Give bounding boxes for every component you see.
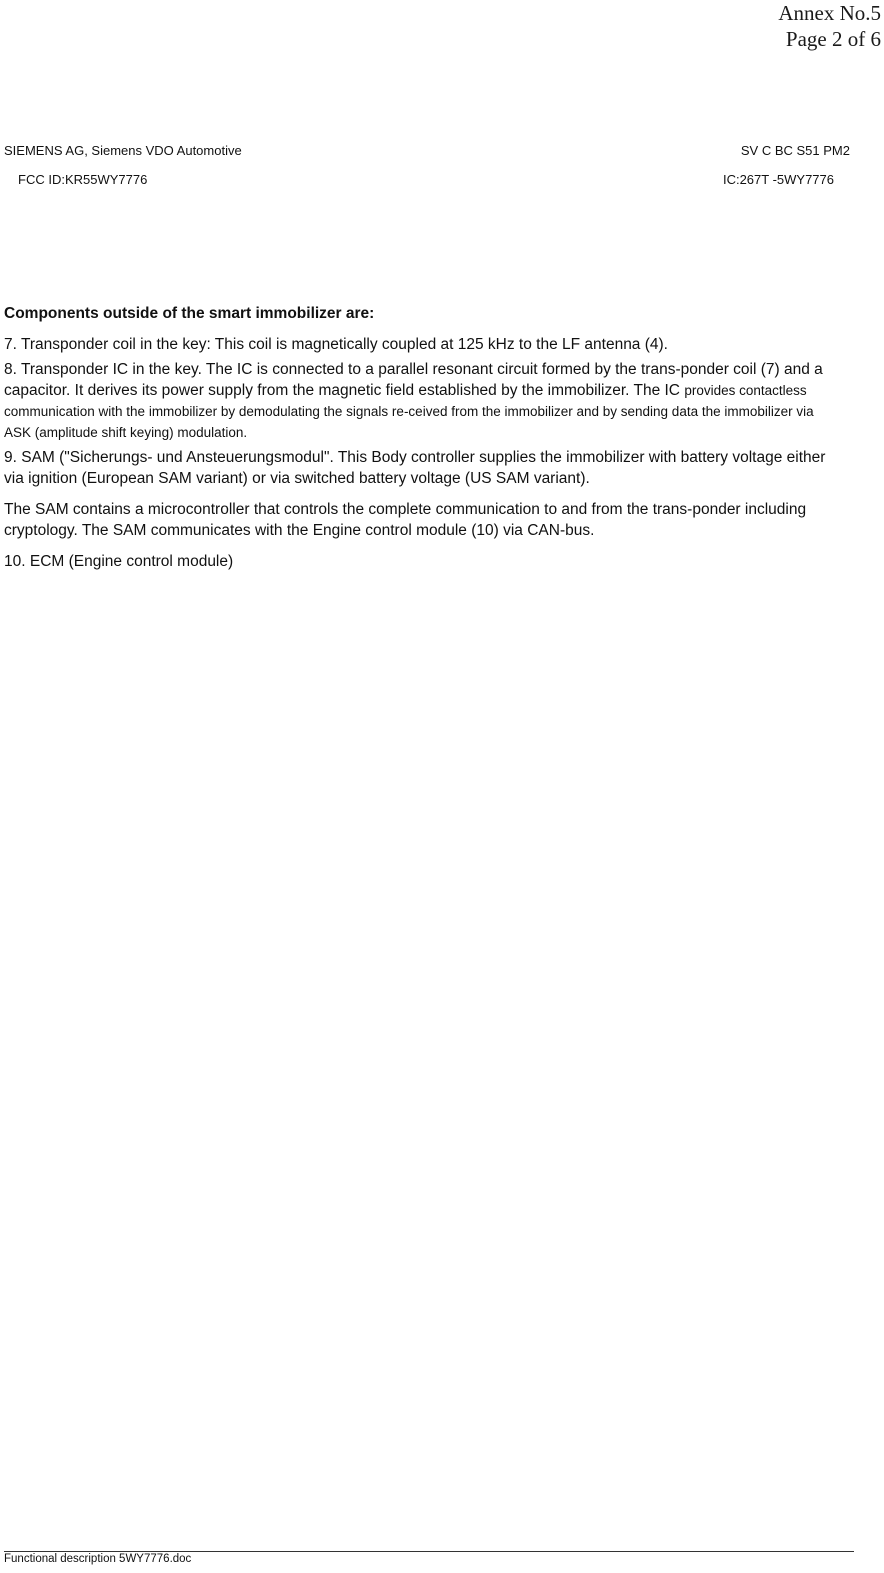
paragraph-item-10: 10. ECM (Engine control module): [4, 553, 234, 570]
document-code: SV C BC S51 PM2: [740, 143, 850, 158]
fcc-id: FCC ID:KR55WY7776: [18, 172, 148, 187]
ic-id: IC:267T -5WY7776: [722, 172, 834, 187]
footer-filename: Functional description 5WY7776.doc: [4, 1553, 192, 1565]
section-heading: Components outside of the smart immobilizer are:: [4, 305, 375, 322]
item-8-text: 8. Transponder IC in the key. The IC is connected to a parallel resonant circuit formed by the trans-ponder coil (7) and a capacitor. It derives its power supply from the magnetic field established by the immobilizer. The IC: [4, 361, 823, 399]
paragraph-sam: The SAM contains a microcontroller that controls the complete communication to and from the trans-ponder including cryptology. The SAM communicates with the Engine control module (10) via CAN-bus.: [4, 501, 807, 539]
paragraph-item-8: [4, 359, 832, 443]
page-number: Page 2 of 6: [785, 27, 881, 51]
annex-label: [778, 0, 881, 52]
footer-divider: [4, 1551, 854, 1552]
item-8-text-small: provides contactless communication with the immobilizer by demodulating the signals re-ceived from the immobilizer and by sending data the immobilizer via ASK (amplitude shift keying) modulation.: [4, 383, 814, 440]
company-name: SIEMENS AG, Siemens VDO Automotive: [4, 143, 242, 158]
annex-number: Annex No.5: [778, 1, 881, 25]
document-body: [4, 304, 832, 582]
paragraph-item-9: 9. SAM ("Sicherungs- und Ansteuerungsmodul". This Body controller supplies the immobilizer with battery voltage either via ignition (European SAM variant) or via switched battery voltage (US SAM variant).: [4, 449, 826, 487]
paragraph-item-7: 7. Transponder coil in the key: This coil is magnetically coupled at 125 kHz to the LF antenna (4).: [4, 336, 668, 353]
